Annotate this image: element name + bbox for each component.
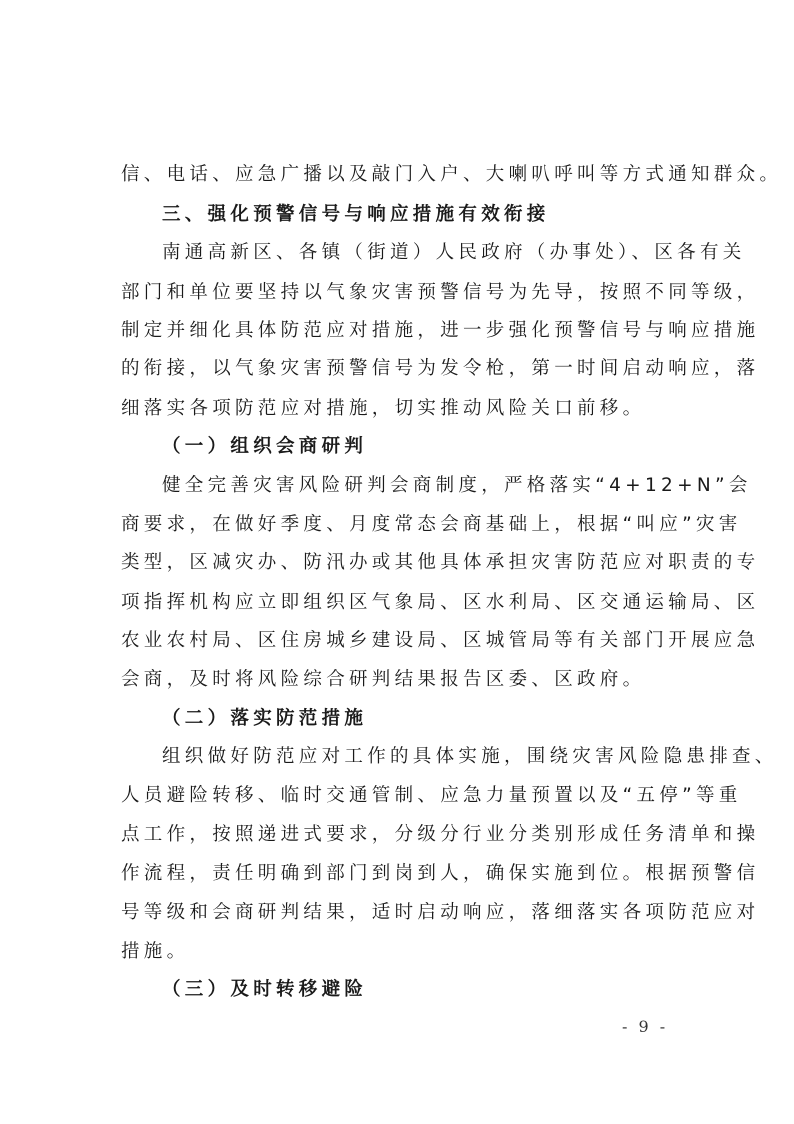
paragraph-line: 号等级和会商研判结果，适时启动响应，落细落实各项防范应对 xyxy=(121,902,760,923)
paragraph-line: 类型，区减灾办、防汛办或其他具体承担灾害防范应对职责的专 xyxy=(121,552,760,573)
section-heading: 三、强化预警信号与响应措施有效衔接 xyxy=(162,204,550,225)
paragraph-line: 项指挥机构应立即组织区气象局、区水利局、区交通运输局、区 xyxy=(121,592,760,613)
subsection-heading: （一）组织会商研判 xyxy=(162,436,368,457)
paragraph-line: 部门和单位要坚持以气象灾害预警信号为先导，按照不同等级， xyxy=(121,282,760,303)
paragraph-line: 措施。 xyxy=(121,941,190,962)
paragraph-line: 组织做好防范应对工作的具体实施，围绕灾害风险隐患排查、 xyxy=(162,746,778,767)
paragraph-line: 制定并细化具体防范应对措施，进一步强化预警信号与响应措施 xyxy=(121,320,760,341)
paragraph-line: 的衔接，以气象灾害预警信号为发令枪，第一时间启动响应，落 xyxy=(121,358,760,379)
paragraph-line: 商要求，在做好季度、月度常态会商基础上，根据“叫应”灾害 xyxy=(121,514,742,535)
paragraph-line: 作流程，责任明确到部门到岗到人，确保实施到位。根据预警信 xyxy=(121,863,760,884)
page-number: - 9 - xyxy=(622,1017,669,1036)
paragraph-line: 细落实各项防范应对措施，切实推动风险关口前移。 xyxy=(121,398,646,419)
paragraph-line: 会商，及时将风险综合研判结果报告区委、区政府。 xyxy=(121,669,646,690)
subsection-heading: （二）落实防范措施 xyxy=(162,708,368,729)
paragraph-line: 健全完善灾害风险研判会商制度，严格落实“4+12+N”会 xyxy=(162,475,752,496)
paragraph-line: 人员避险转移、临时交通管制、应急力量预置以及“五停”等重 xyxy=(121,785,742,806)
paragraph-line: 南通高新区、各镇（街道）人民政府（办事处）、区各有关 xyxy=(162,242,746,263)
paragraph-line: 点工作，按照递进式要求，分级分行业分类别形成任务清单和操 xyxy=(121,824,760,845)
text-line: 信、电话、应急广播以及敲门入户、大喇叭呼叫等方式通知群众。 xyxy=(121,164,783,185)
subsection-heading: （三）及时转移避险 xyxy=(162,979,368,1000)
paragraph-line: 农业农村局、区住房城乡建设局、区城管局等有关部门开展应急 xyxy=(121,630,760,651)
